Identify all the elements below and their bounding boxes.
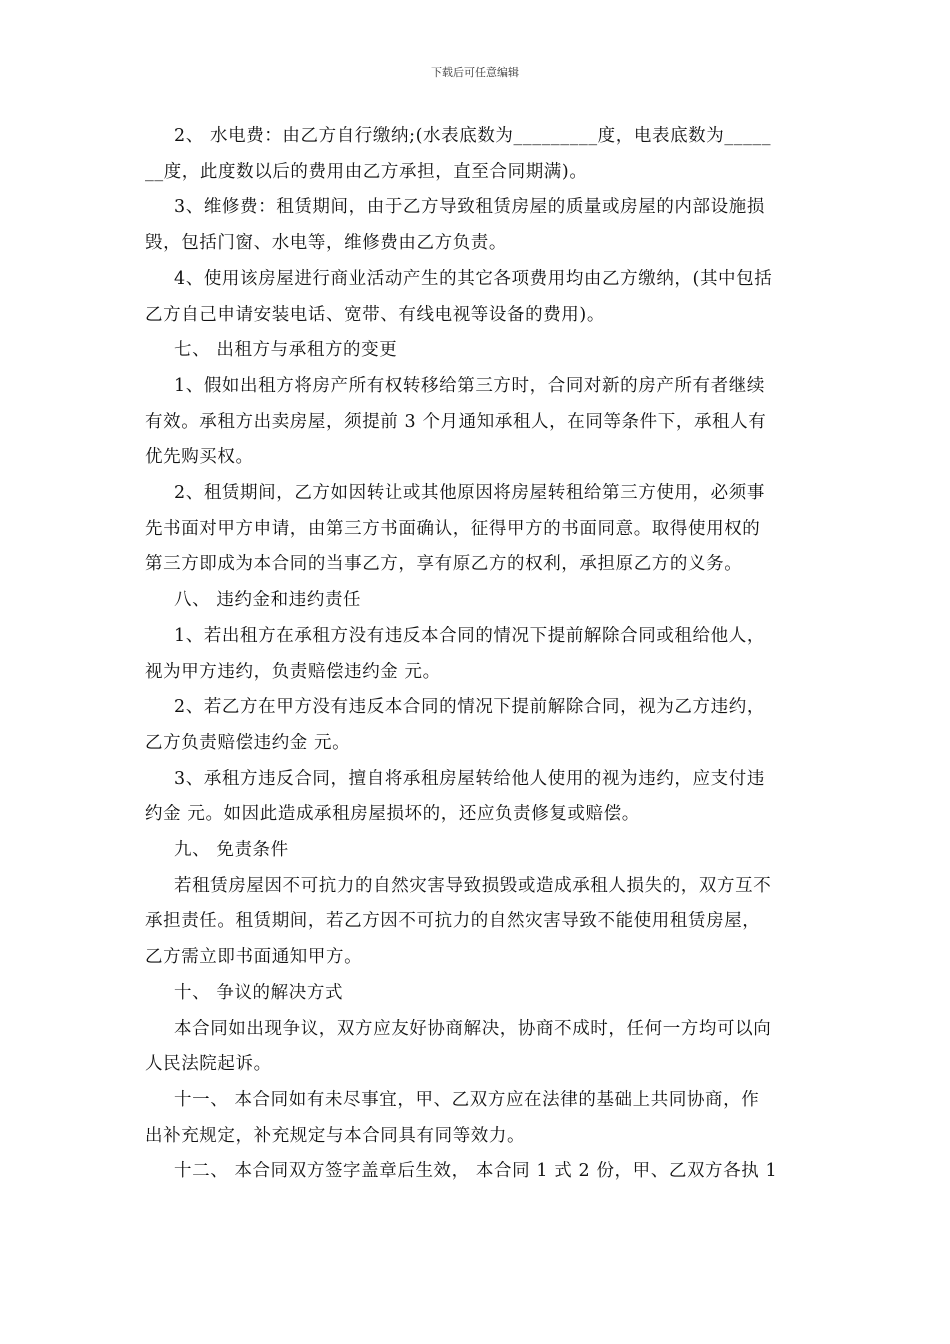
- paragraph-lessee-breach: [145, 690, 807, 761]
- section-heading-7: [145, 333, 807, 369]
- paragraph-line: 乙方需立即书面通知甲方。: [145, 947, 363, 968]
- paragraph-line: 本合同如出现争议，双方应友好协商解决，协商不成时，任何一方均可以向: [174, 1018, 772, 1039]
- paragraph-effective: [145, 1154, 807, 1190]
- paragraph-line: 乙方负责赔偿违约金 元。: [145, 732, 351, 753]
- paragraph-line: 乙方自己申请安装电话、宽带、有线电视等设备的费用)。: [145, 304, 605, 325]
- paragraph-line: 2、租赁期间，乙方如因转让或其他原因将房屋转租给第三方使用，必须事: [174, 483, 765, 504]
- section-heading-text: 十、 争议的解决方式: [174, 982, 344, 1003]
- section-heading-10: [145, 976, 807, 1012]
- paragraph-line: 2、 水电费：由乙方自行缴纳;(水表底数为_________度，电表底数为_____: [174, 126, 772, 146]
- paragraph-line: 毁，包括门窗、水电等，维修费由乙方负责。: [145, 233, 507, 254]
- paragraph-line: 若租赁房屋因不可抗力的自然灾害导致损毁或造成承租人损失的，双方互不: [174, 875, 772, 896]
- section-heading-text: 七、 出租方与承租方的变更: [174, 340, 398, 361]
- paragraph-line: 1、若出租方在承租方没有违反本合同的情况下提前解除合同或租给他人，: [174, 625, 765, 646]
- paragraph-other-fees: [145, 262, 807, 333]
- paragraph-line: 3、承租方违反合同，擅自将承租房屋转给他人使用的视为违约，应支付违: [174, 768, 765, 789]
- paragraph-line: 先书面对甲方申请，由第三方书面确认，征得甲方的书面同意。取得使用权的: [145, 518, 761, 539]
- paragraph-line: 约金 元。如因此造成承租房屋损坏的，还应负责修复或赔偿。: [145, 804, 640, 825]
- paragraph-line: 视为甲方违约，负责赔偿违约金 元。: [145, 661, 441, 682]
- section-heading-9: [145, 833, 807, 869]
- paragraph-line: 承担责任。租赁期间，若乙方因不可抗力的自然灾害导致不能使用租赁房屋，: [145, 911, 761, 932]
- paragraph-force-majeure: [145, 869, 807, 976]
- paragraph-water-electricity: [145, 119, 807, 190]
- paragraph-ownership-transfer: [145, 369, 807, 476]
- paragraph-line: 十二、 本合同双方签字盖章后生效， 本合同 1 式 2 份，甲、乙双方各执 1: [174, 1161, 778, 1182]
- paragraph-line: __度，此度数以后的费用由乙方承担，直至合同期满)。: [145, 161, 588, 182]
- paragraph-line: 优先购买权。: [145, 447, 254, 468]
- paragraph-line: 4、使用该房屋进行商业活动产生的其它各项费用均由乙方缴纳，(其中包括: [174, 268, 773, 289]
- paragraph-lessor-breach: [145, 619, 807, 690]
- paragraph-line: 有效。承租方出卖房屋，须提前 3 个月通知承租人，在同等条件下，承租人有: [145, 411, 767, 432]
- paragraph-line: 人民法院起诉。: [145, 1054, 272, 1075]
- section-heading-8: [145, 583, 807, 619]
- paragraph-maintenance: [145, 190, 807, 261]
- paragraph-unauthorized-transfer: [145, 762, 807, 833]
- paragraph-dispute: [145, 1012, 807, 1083]
- paragraph-line: 3、维修费：租赁期间，由于乙方导致租赁房屋的质量或房屋的内部设施损: [174, 197, 765, 218]
- paragraph-sublease: [145, 476, 807, 583]
- document-body: [145, 119, 807, 1190]
- paragraph-supplement: [145, 1083, 807, 1154]
- paragraph-line: 2、若乙方在甲方没有违反本合同的情况下提前解除合同，视为乙方违约，: [174, 697, 765, 718]
- section-heading-text: 八、 违约金和违约责任: [174, 590, 362, 611]
- paragraph-line: 出补充规定，补充规定与本合同具有同等效力。: [145, 1125, 526, 1146]
- paragraph-line: 第三方即成为本合同的当事乙方，享有原乙方的权利，承担原乙方的义务。: [145, 554, 743, 575]
- paragraph-line: 1、假如出租方将房产所有权转移给第三方时，合同对新的房产所有者继续: [174, 375, 765, 396]
- page-header: 下载后可任意编辑: [431, 66, 519, 79]
- section-heading-text: 九、 免责条件: [174, 840, 289, 861]
- paragraph-line: 十一、 本合同如有未尽事宜，甲、乙双方应在法律的基础上共同协商，作: [174, 1089, 760, 1110]
